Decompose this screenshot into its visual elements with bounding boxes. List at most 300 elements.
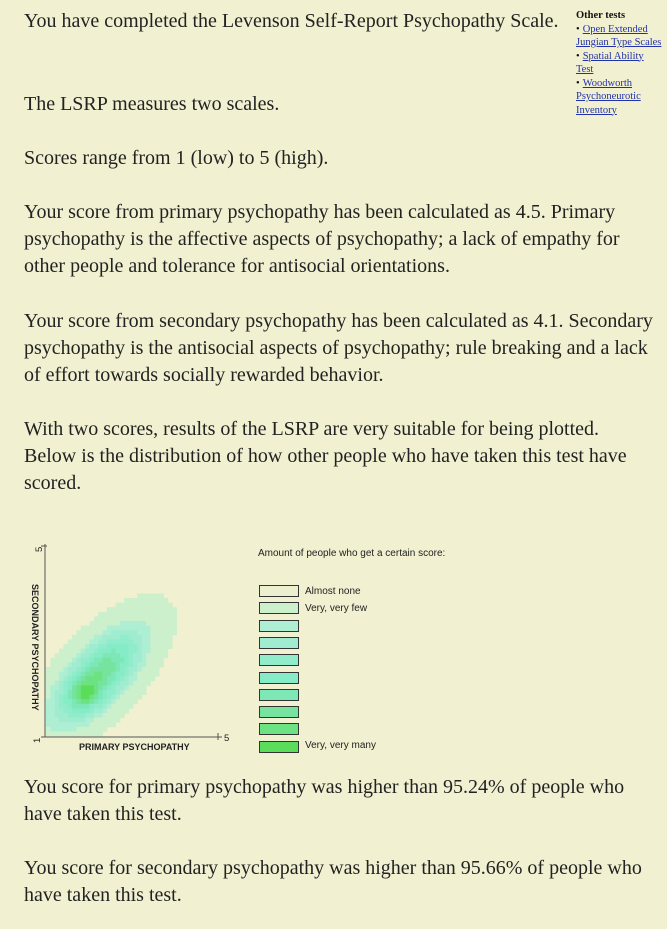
heatmap-cell bbox=[129, 699, 134, 704]
heatmap-cell bbox=[146, 598, 151, 603]
heatmap-cell bbox=[150, 639, 155, 644]
heatmap-cell bbox=[107, 681, 112, 686]
heatmap-cell bbox=[63, 681, 68, 686]
heatmap-cell bbox=[94, 699, 99, 704]
heatmap-cell bbox=[90, 626, 95, 631]
heatmap-cell bbox=[55, 667, 60, 672]
heatmap-cell bbox=[76, 630, 81, 635]
heatmap-cell bbox=[76, 722, 81, 727]
heatmap-cell bbox=[155, 672, 160, 677]
heatmap-cell bbox=[159, 603, 164, 608]
heatmap-cell bbox=[133, 616, 138, 621]
heatmap-cell bbox=[55, 731, 60, 736]
heatmap-cell bbox=[116, 718, 121, 723]
heatmap-cell bbox=[116, 603, 121, 608]
heatmap-cell bbox=[120, 639, 125, 644]
heatmap-cell bbox=[81, 658, 86, 663]
heatmap-cell bbox=[98, 676, 103, 681]
heatmap-cell bbox=[68, 667, 73, 672]
heatmap-cell bbox=[46, 708, 51, 713]
heatmap-cell bbox=[85, 731, 90, 736]
heatmap-cell bbox=[129, 607, 134, 612]
heatmap-cell bbox=[107, 635, 112, 640]
heatmap-cell bbox=[120, 630, 125, 635]
heatmap-cell bbox=[116, 649, 121, 654]
primary-percentile-text: You score for primary psychopathy was higher than 95.24% of people who have taken this test. bbox=[24, 776, 625, 825]
heatmap-cell bbox=[94, 676, 99, 681]
heatmap-cell bbox=[116, 653, 121, 658]
heatmap-cell bbox=[159, 616, 164, 621]
heatmap-cell bbox=[59, 676, 64, 681]
heatmap-cell bbox=[163, 649, 168, 654]
heatmap-cell bbox=[50, 676, 55, 681]
heatmap-cell bbox=[129, 630, 134, 635]
heatmap-cell bbox=[142, 644, 147, 649]
heatmap-cell bbox=[94, 639, 99, 644]
heatmap-cell bbox=[124, 598, 129, 603]
heatmap-cell bbox=[142, 672, 147, 677]
heatmap-cell bbox=[81, 695, 86, 700]
secondary-percentile-text: You score for secondary psychopathy was higher than 95.66% of people who have taken this test. bbox=[24, 857, 642, 906]
heatmap-cell bbox=[50, 695, 55, 700]
heatmap-cell bbox=[120, 704, 125, 709]
heatmap-cell bbox=[111, 612, 116, 617]
heatmap-cell bbox=[103, 708, 108, 713]
heatmap-cell bbox=[68, 690, 73, 695]
heatmap-cell bbox=[98, 713, 103, 718]
heatmap-cell bbox=[98, 718, 103, 723]
other-test-item bbox=[576, 23, 662, 50]
heatmap-cell bbox=[163, 612, 168, 617]
heatmap-cell bbox=[107, 695, 112, 700]
heatmap-cell bbox=[63, 644, 68, 649]
heatmap-cell bbox=[68, 658, 73, 663]
heatmap-cell bbox=[129, 653, 134, 658]
heatmap-cell bbox=[116, 612, 121, 617]
heatmap-cell bbox=[94, 667, 99, 672]
heatmap-cell bbox=[85, 695, 90, 700]
heatmap-cell bbox=[72, 681, 77, 686]
heatmap-cell bbox=[172, 616, 177, 621]
heatmap-cell bbox=[116, 672, 121, 677]
heatmap-cell bbox=[76, 704, 81, 709]
plot-intro-paragraph: With two scores, results of the LSRP are very suitable for being plotted. Below is the distribution of how other people who have taken this test have scored. bbox=[24, 418, 627, 494]
heatmap-cell bbox=[116, 713, 121, 718]
heatmap-cell bbox=[155, 607, 160, 612]
heatmap-cell bbox=[146, 644, 151, 649]
heatmap-cell bbox=[81, 718, 86, 723]
heatmap-cell bbox=[63, 685, 68, 690]
heatmap-cell bbox=[90, 662, 95, 667]
heatmap-cell bbox=[59, 695, 64, 700]
other-test-link-spatial[interactable]: Spatial Ability Test bbox=[576, 50, 644, 75]
heatmap-cell bbox=[150, 662, 155, 667]
heatmap-cell bbox=[94, 644, 99, 649]
heatmap-cell bbox=[137, 690, 142, 695]
heatmap-cell bbox=[155, 639, 160, 644]
heatmap-cell bbox=[129, 672, 134, 677]
heatmap-cell bbox=[59, 649, 64, 654]
heatmap-cell bbox=[85, 722, 90, 727]
score-range-text: Scores range from 1 (low) to 5 (high). bbox=[24, 147, 329, 169]
heatmap-cell bbox=[155, 603, 160, 608]
heatmap-cell bbox=[150, 676, 155, 681]
heatmap-cell bbox=[163, 598, 168, 603]
heatmap-cell bbox=[172, 607, 177, 612]
heatmap-cell bbox=[81, 690, 86, 695]
heatmap-cell bbox=[81, 676, 86, 681]
heatmap-cell bbox=[103, 704, 108, 709]
heatmap-cell bbox=[124, 635, 129, 640]
heatmap-cell bbox=[124, 630, 129, 635]
heatmap-cell bbox=[168, 607, 173, 612]
heatmap-cell bbox=[81, 639, 86, 644]
heatmap-cell bbox=[107, 708, 112, 713]
heatmap-cell bbox=[50, 699, 55, 704]
heatmap-cell bbox=[98, 630, 103, 635]
heatmap-cell bbox=[85, 653, 90, 658]
heatmap-cell bbox=[159, 644, 164, 649]
heatmap-cell bbox=[116, 635, 121, 640]
heatmap-cell bbox=[46, 718, 51, 723]
heatmap-cell bbox=[159, 649, 164, 654]
heatmap-cell bbox=[72, 639, 77, 644]
heatmap-cell bbox=[98, 690, 103, 695]
heatmap-cell bbox=[59, 672, 64, 677]
heatmap-cell bbox=[72, 653, 77, 658]
heatmap-cell bbox=[107, 676, 112, 681]
heatmap-cell bbox=[150, 593, 155, 598]
heatmap-cell bbox=[59, 718, 64, 723]
heatmap-cell bbox=[124, 616, 129, 621]
heatmap-cell bbox=[76, 667, 81, 672]
heatmap-cell bbox=[133, 649, 138, 654]
heatmap-cell bbox=[59, 713, 64, 718]
heatmap-cell bbox=[103, 658, 108, 663]
heatmap-cell bbox=[163, 603, 168, 608]
heatmap-cell bbox=[137, 672, 142, 677]
heatmap-cell bbox=[142, 667, 147, 672]
heatmap-cell bbox=[116, 676, 121, 681]
heatmap-cell bbox=[133, 626, 138, 631]
heatmap-cell bbox=[159, 598, 164, 603]
heatmap-cell bbox=[142, 676, 147, 681]
heatmap-cell bbox=[137, 621, 142, 626]
secondary-score-paragraph: Your score from secondary psychopathy has been calculated as 4.1. Secondary psychopathy is the antisocial aspects of psychopathy; rule breaking and a lack of effort towards socially rewarded behavior. bbox=[24, 310, 653, 386]
heatmap-cell bbox=[142, 603, 147, 608]
heatmap-cell bbox=[76, 676, 81, 681]
heatmap-cell bbox=[107, 690, 112, 695]
heatmap-cell bbox=[116, 704, 121, 709]
heatmap-cell bbox=[150, 598, 155, 603]
heatmap-cell bbox=[90, 727, 95, 732]
other-test-link-woodworth[interactable]: Woodworth Psychoneurotic Inventory bbox=[576, 77, 641, 116]
heatmap-cell bbox=[116, 699, 121, 704]
heatmap-cell bbox=[55, 699, 60, 704]
x-tick-max: 5 bbox=[224, 733, 230, 744]
heatmap-cell bbox=[159, 607, 164, 612]
heatmap-cell bbox=[111, 667, 116, 672]
heatmap-cell bbox=[103, 639, 108, 644]
heatmap-cell bbox=[129, 644, 134, 649]
heatmap-cell bbox=[111, 644, 116, 649]
heatmap-cell bbox=[50, 672, 55, 677]
bullet-icon: • bbox=[576, 50, 580, 62]
heatmap-cell bbox=[72, 713, 77, 718]
heatmap-cell bbox=[50, 708, 55, 713]
heatmap-cell bbox=[72, 649, 77, 654]
heatmap-cell bbox=[81, 653, 86, 658]
heatmap-cell bbox=[55, 662, 60, 667]
heatmap-cell bbox=[90, 690, 95, 695]
heatmap-cell bbox=[155, 649, 160, 654]
heatmap-cell bbox=[124, 626, 129, 631]
heatmap-cell bbox=[90, 722, 95, 727]
heatmap-cell bbox=[107, 699, 112, 704]
heatmap-cell bbox=[90, 649, 95, 654]
heatmap-cell bbox=[146, 649, 151, 654]
heatmap-cell bbox=[172, 626, 177, 631]
heatmap-cell bbox=[133, 695, 138, 700]
legend-swatch bbox=[259, 689, 299, 701]
heatmap-cell bbox=[103, 681, 108, 686]
heatmap-cell bbox=[150, 603, 155, 608]
heatmap-cell bbox=[50, 731, 55, 736]
primary-score-paragraph: Your score from primary psychopathy has been calculated as 4.5. Primary psychopathy is the affective aspects of psychopathy; a lack of empathy for other people and tolerance for antisocial orientations. bbox=[24, 201, 620, 277]
heatmap-cell bbox=[68, 708, 73, 713]
heatmap-cell bbox=[90, 676, 95, 681]
heatmap-cell bbox=[72, 667, 77, 672]
heatmap-cell bbox=[142, 653, 147, 658]
heatmap-cell bbox=[85, 708, 90, 713]
heatmap-cell bbox=[85, 635, 90, 640]
heatmap-cell bbox=[94, 727, 99, 732]
heatmap-cell bbox=[72, 644, 77, 649]
heatmap-cell bbox=[50, 713, 55, 718]
heatmap-cell bbox=[98, 653, 103, 658]
heatmap-cell bbox=[120, 676, 125, 681]
heatmap-cell bbox=[63, 662, 68, 667]
heatmap-cell bbox=[55, 672, 60, 677]
heatmap-cell bbox=[133, 672, 138, 677]
heatmap-cell bbox=[90, 630, 95, 635]
heatmap-cell bbox=[103, 727, 108, 732]
heatmap-cell bbox=[94, 616, 99, 621]
heatmap-cell bbox=[168, 639, 173, 644]
scales-text: The LSRP measures two scales. bbox=[24, 93, 280, 115]
heatmap-cell bbox=[76, 685, 81, 690]
legend-swatch bbox=[259, 585, 299, 597]
heatmap-cell bbox=[72, 731, 77, 736]
heatmap-cell bbox=[55, 653, 60, 658]
heatmap-cell bbox=[111, 690, 116, 695]
heatmap-cell bbox=[120, 653, 125, 658]
heatmap-cell bbox=[55, 676, 60, 681]
heatmap-cell bbox=[116, 708, 121, 713]
heatmap-cell bbox=[81, 722, 86, 727]
heatmap-cell bbox=[111, 635, 116, 640]
heatmap-cell bbox=[111, 704, 116, 709]
heatmap-cell bbox=[133, 621, 138, 626]
heatmap-cell bbox=[137, 639, 142, 644]
heatmap-cell bbox=[63, 690, 68, 695]
heatmap-cell bbox=[120, 644, 125, 649]
other-tests-list bbox=[576, 23, 662, 118]
heatmap-cell bbox=[90, 639, 95, 644]
heatmap-cell bbox=[46, 685, 51, 690]
heatmap-cell bbox=[81, 708, 86, 713]
heatmap-cell bbox=[81, 649, 86, 654]
heatmap-cell bbox=[116, 630, 121, 635]
heatmap-cell bbox=[146, 607, 151, 612]
heatmap-cell bbox=[63, 731, 68, 736]
heatmap-cell bbox=[55, 685, 60, 690]
heatmap-cell bbox=[124, 681, 129, 686]
heatmap-cell bbox=[50, 681, 55, 686]
heatmap-cell bbox=[146, 681, 151, 686]
heatmap-cell bbox=[146, 667, 151, 672]
heatmap-cell bbox=[129, 635, 134, 640]
heatmap-cell bbox=[120, 635, 125, 640]
heatmap-cell bbox=[81, 727, 86, 732]
heatmap-cell bbox=[85, 672, 90, 677]
heatmap-cell bbox=[111, 626, 116, 631]
heatmap-cell bbox=[63, 699, 68, 704]
heatmap-cell bbox=[98, 626, 103, 631]
heatmap-cell bbox=[146, 603, 151, 608]
heatmap-cell bbox=[72, 695, 77, 700]
heatmap-cell bbox=[59, 731, 64, 736]
heatmap-cell bbox=[124, 699, 129, 704]
heatmap-cell bbox=[116, 616, 121, 621]
heatmap-cell bbox=[68, 685, 73, 690]
heatmap-cell bbox=[103, 667, 108, 672]
heatmap-cell bbox=[46, 731, 51, 736]
heatmap-cell bbox=[129, 612, 134, 617]
heatmap-cell bbox=[72, 699, 77, 704]
heatmap-cell bbox=[111, 718, 116, 723]
heatmap-cell bbox=[98, 644, 103, 649]
heatmap-cell bbox=[116, 662, 121, 667]
heatmap-cell bbox=[155, 612, 160, 617]
heatmap-cell bbox=[137, 644, 142, 649]
heatmap-cell bbox=[129, 626, 134, 631]
heatmap-cell bbox=[155, 630, 160, 635]
heatmap-cell bbox=[124, 672, 129, 677]
heatmap-cell bbox=[76, 690, 81, 695]
heatmap-cell bbox=[137, 626, 142, 631]
heatmap-cell bbox=[107, 616, 112, 621]
heatmap-cell bbox=[85, 626, 90, 631]
heatmap-cell bbox=[103, 635, 108, 640]
heatmap-cell bbox=[163, 621, 168, 626]
heatmap-cell bbox=[68, 662, 73, 667]
heatmap-cell bbox=[150, 653, 155, 658]
other-test-item bbox=[576, 50, 662, 77]
heatmap-cell bbox=[107, 722, 112, 727]
heatmap-cell bbox=[85, 713, 90, 718]
legend-label-almost-none: Almost none bbox=[305, 586, 361, 597]
heatmap-cell bbox=[116, 621, 121, 626]
heatmap-cell bbox=[129, 658, 134, 663]
heatmap-cell bbox=[50, 690, 55, 695]
heatmap-cell bbox=[133, 635, 138, 640]
heatmap-cell bbox=[46, 699, 51, 704]
heatmap-cell bbox=[142, 685, 147, 690]
heatmap-cell bbox=[50, 704, 55, 709]
heatmap-cell bbox=[111, 713, 116, 718]
heatmap-cell bbox=[133, 630, 138, 635]
heatmap-cell bbox=[129, 603, 134, 608]
heatmap-cell bbox=[133, 685, 138, 690]
heatmap-cell bbox=[81, 635, 86, 640]
heatmap-cell bbox=[107, 667, 112, 672]
heatmap-cell bbox=[76, 658, 81, 663]
heatmap-cell bbox=[103, 649, 108, 654]
legend-swatch bbox=[259, 672, 299, 684]
heatmap-cell bbox=[68, 681, 73, 686]
heatmap-cell bbox=[59, 708, 64, 713]
heatmap-cell bbox=[81, 667, 86, 672]
heatmap-cell bbox=[137, 612, 142, 617]
heatmap-cell bbox=[124, 621, 129, 626]
heatmap-cell bbox=[103, 676, 108, 681]
heatmap-cell bbox=[111, 685, 116, 690]
heatmap-cell bbox=[142, 616, 147, 621]
heatmap-cell bbox=[46, 722, 51, 727]
heatmap-cell bbox=[85, 676, 90, 681]
heatmap-cell bbox=[150, 667, 155, 672]
heatmap-cell bbox=[46, 676, 51, 681]
heatmap-cell bbox=[50, 662, 55, 667]
heatmap-cell bbox=[111, 676, 116, 681]
heatmap-cell bbox=[155, 644, 160, 649]
heatmap-cell bbox=[163, 607, 168, 612]
heatmap-cell bbox=[168, 644, 173, 649]
heatmap-cell bbox=[159, 630, 164, 635]
heatmap-cell bbox=[55, 690, 60, 695]
heatmap-cell bbox=[107, 621, 112, 626]
heatmap-cell bbox=[168, 603, 173, 608]
heatmap-cell bbox=[150, 612, 155, 617]
heatmap-cell bbox=[76, 727, 81, 732]
heatmap-cell bbox=[142, 612, 147, 617]
heatmap-cell bbox=[90, 672, 95, 677]
heatmap-cell bbox=[137, 676, 142, 681]
heatmap-cell bbox=[159, 658, 164, 663]
heatmap-cell bbox=[46, 672, 51, 677]
heatmap-cell bbox=[72, 662, 77, 667]
other-test-item bbox=[576, 77, 662, 118]
heatmap-cell bbox=[124, 658, 129, 663]
heatmap-cell bbox=[146, 653, 151, 658]
heatmap-cell bbox=[133, 690, 138, 695]
heatmap-cell bbox=[146, 676, 151, 681]
heatmap-cell bbox=[150, 616, 155, 621]
other-test-link-jungian[interactable]: Open Extended Jungian Type Scales bbox=[576, 23, 662, 48]
heatmap-cell bbox=[107, 718, 112, 723]
heatmap-cell bbox=[124, 685, 129, 690]
heatmap-cell bbox=[46, 667, 51, 672]
heatmap-cell bbox=[59, 653, 64, 658]
heatmap-cell bbox=[76, 639, 81, 644]
heatmap-cell bbox=[168, 630, 173, 635]
other-tests-heading: Other tests bbox=[576, 10, 626, 21]
heatmap-cell bbox=[111, 616, 116, 621]
heatmap-cell bbox=[159, 626, 164, 631]
heatmap-cell bbox=[81, 681, 86, 686]
heatmap-cell bbox=[59, 690, 64, 695]
